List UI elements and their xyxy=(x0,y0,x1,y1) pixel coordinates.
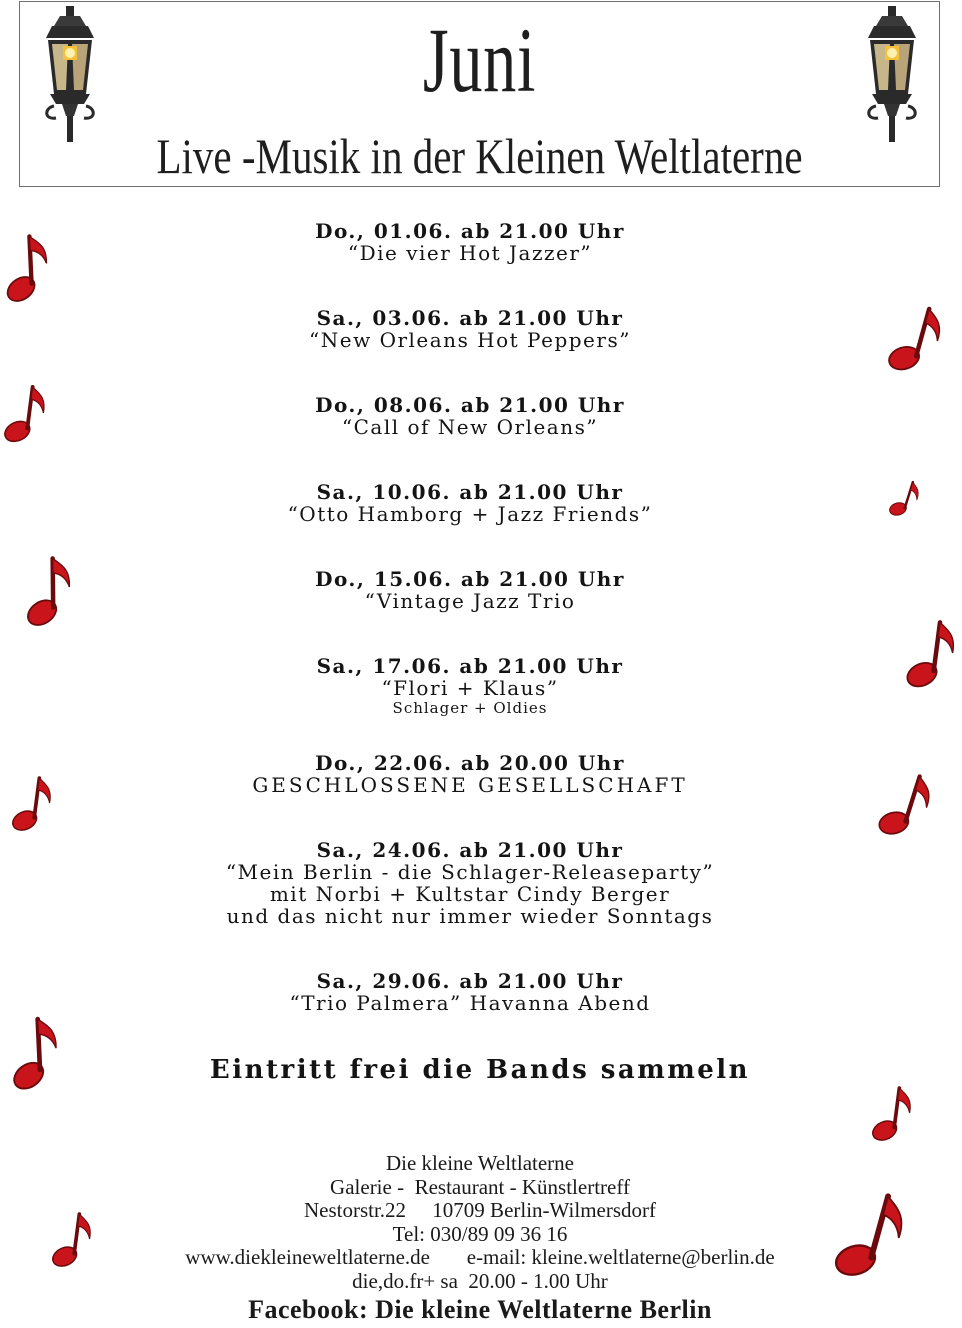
music-note-icon xyxy=(50,1204,94,1274)
event-date: Sa., 10.06. ab 21.00 Uhr xyxy=(316,480,624,504)
event-title-line: mit Norbi + Kultstar Cindy Berger xyxy=(269,882,671,906)
event-genre: Schlager + Oldies xyxy=(392,699,548,717)
street-lantern-icon xyxy=(30,4,110,144)
music-note-icon xyxy=(10,768,54,838)
event-date: Sa., 29.06. ab 21.00 Uhr xyxy=(316,969,624,993)
venue-web-email: www.diekleineweltlaterne.de e-mail: kleine.weltlaterne@berlin.de xyxy=(185,1245,775,1269)
venue-address: Nestorstr.22 10709 Berlin-Wilmersdorf xyxy=(303,1198,657,1222)
music-note-icon xyxy=(0,228,58,306)
page-title: Juni xyxy=(422,9,537,111)
street-lantern-icon xyxy=(852,4,932,144)
event-date: Do., 08.06. ab 21.00 Uhr xyxy=(315,393,625,417)
event-date: Sa., 24.06. ab 21.00 Uhr xyxy=(316,838,624,862)
event-item xyxy=(130,481,810,525)
facebook-link: Facebook: Die kleine Weltlaterne Berlin xyxy=(248,1295,712,1324)
event-item xyxy=(130,752,810,796)
venue-hours: die,do.fr+ sa 20.00 - 1.00 Uhr xyxy=(352,1268,608,1293)
event-item xyxy=(130,839,810,927)
music-note-icon xyxy=(904,608,958,698)
event-title: “Die vier Hot Jazzer” xyxy=(347,241,593,265)
event-item xyxy=(130,394,810,438)
header-box xyxy=(19,1,940,187)
venue-tagline: Galerie - Restaurant - Künstlertreff xyxy=(330,1174,630,1199)
event-date: Sa., 03.06. ab 21.00 Uhr xyxy=(316,306,624,330)
event-date: Do., 22.06. ab 20.00 Uhr xyxy=(315,751,625,775)
music-note-icon xyxy=(870,1078,914,1148)
music-note-icon xyxy=(883,298,948,377)
event-title: “Trio Palmera” Havanna Abend xyxy=(289,991,651,1015)
event-date: Do., 15.06. ab 21.00 Uhr xyxy=(315,567,625,591)
music-note-icon xyxy=(874,764,938,844)
event-title: “New Orleans Hot Peppers” xyxy=(309,328,631,352)
music-note-icon xyxy=(15,550,80,629)
music-note-icon xyxy=(830,1182,913,1287)
event-title: “Flori + Klaus” xyxy=(381,676,559,700)
event-item xyxy=(130,655,810,717)
footer-contact xyxy=(80,1152,880,1325)
page-subtitle: Live -Musik in der Kleinen Weltlaterne xyxy=(156,128,803,184)
event-title: “Call of New Orleans” xyxy=(341,415,599,439)
event-item xyxy=(130,220,810,264)
event-item xyxy=(130,970,810,1014)
event-title: “Vintage Jazz Trio xyxy=(364,589,576,613)
event-title: “Mein Berlin - die Schlager-Releaseparty” xyxy=(225,860,715,884)
event-item xyxy=(130,307,810,351)
music-note-icon xyxy=(0,1010,68,1095)
event-date: Do., 01.06. ab 21.00 Uhr xyxy=(315,219,625,243)
event-title: GESCHLOSSENE GESELLSCHAFT xyxy=(252,773,688,797)
event-date: Sa., 17.06. ab 21.00 Uhr xyxy=(316,654,624,678)
venue-phone: Tel: 030/89 09 36 16 xyxy=(392,1221,568,1246)
venue-name: Die kleine Weltlaterne xyxy=(385,1151,574,1175)
entry-note: Eintritt frei die Bands sammeln xyxy=(209,1055,751,1085)
event-title-line: und das nicht nur immer wieder Sonntags xyxy=(226,904,714,928)
event-title: “Otto Hamborg + Jazz Friends” xyxy=(287,502,653,526)
event-item xyxy=(130,568,810,612)
music-note-icon xyxy=(2,378,48,448)
music-note-icon xyxy=(881,475,929,522)
